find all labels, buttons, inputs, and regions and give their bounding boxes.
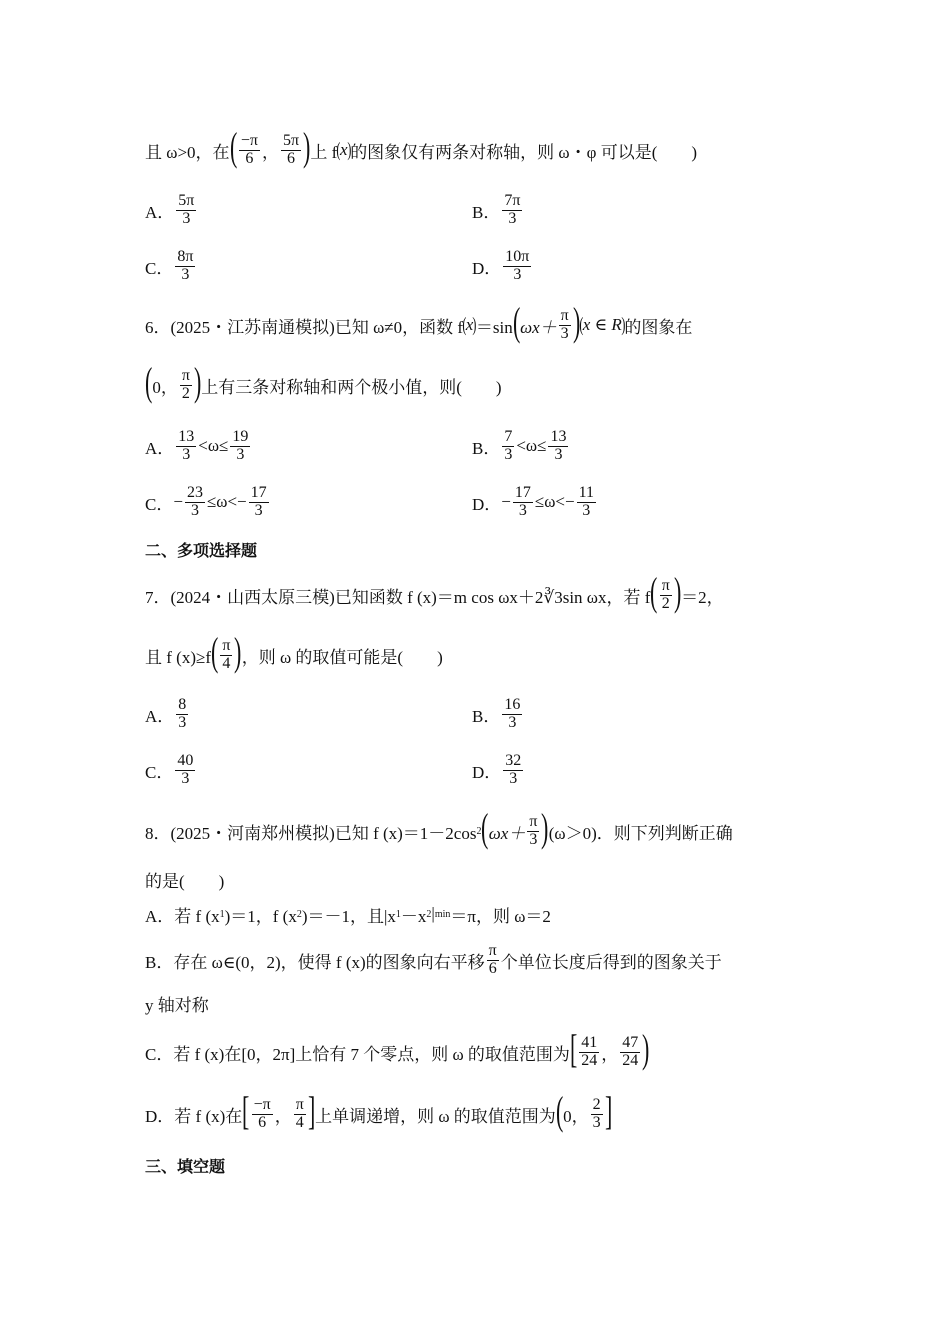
q6-zero: 0， <box>152 377 178 397</box>
q8-option-a[interactable] <box>145 900 551 928</box>
q6-option-a[interactable] <box>145 424 252 468</box>
fraction: $\frac{\pi}{4}$ <box>222 636 231 672</box>
text: y 轴对称 <box>145 995 209 1015</box>
fraction: $\frac{2}{3}$ <box>592 1095 601 1131</box>
option-label: D． <box>472 762 502 782</box>
q5-text: 上 f <box>310 142 338 162</box>
q8-option-b-cont <box>145 990 209 1016</box>
text: 0， <box>563 1106 589 1126</box>
q7-option-d[interactable] <box>472 748 525 792</box>
q8-stem-line-1 <box>145 805 733 854</box>
relation: ≤ω<− <box>206 492 247 511</box>
q6-stem-line-2 <box>144 359 502 408</box>
fraction: $\frac{8}{3}$ <box>178 695 187 731</box>
fraction: $\frac{\pi}{2}$ <box>181 366 190 402</box>
q6-stem-line-1 <box>145 299 693 348</box>
right-bracket: ] <box>604 1088 612 1133</box>
fraction: $\frac{10\pi}{3}$ <box>505 247 530 283</box>
fraction: $\frac{19}{3}$ <box>232 427 249 463</box>
q7-prefix: 且 f (x)≥f <box>145 647 211 667</box>
option-label: B． <box>472 438 501 458</box>
fraction: $\frac{\pi}{2}$ <box>661 576 670 612</box>
text: 个单位长度后得到的图象关于 <box>500 952 722 972</box>
q7-suffix: ＝2， <box>681 587 724 607</box>
fraction: $\frac{-\pi}{6}$ <box>253 1095 271 1131</box>
text: －x <box>400 906 427 926</box>
superscript: 2 <box>476 825 482 837</box>
q8-option-c[interactable] <box>145 1028 650 1076</box>
q6-suffix: 上有三条对称轴和两个极小值，则( ) <box>201 377 502 397</box>
fraction: $\frac{17}{3}$ <box>514 483 531 519</box>
text: )＝1，f (x <box>224 906 297 926</box>
left-paren: ( <box>650 569 658 614</box>
q6-option-b[interactable] <box>472 424 570 468</box>
q7-suffix: ，则 ω 的取值可能是( ) <box>241 647 443 667</box>
fraction: $\frac{17}{3}$ <box>250 483 267 519</box>
fraction: $\frac{13}{3}$ <box>550 427 567 463</box>
left-paren: ( <box>555 1088 564 1133</box>
q6-option-c[interactable] <box>145 480 271 524</box>
right-paren: ) <box>642 1026 650 1071</box>
q5-option-d[interactable] <box>472 244 533 288</box>
q7-stem-line-2 <box>145 629 443 678</box>
q5-stem-line <box>145 124 698 172</box>
fraction: $\frac{\pi}{4}$ <box>295 1095 304 1131</box>
text: C．若 f (x)在[0，2π]上恰有 7 个零点，则 ω 的取值范围为 <box>145 1044 570 1064</box>
sign: − <box>173 492 183 511</box>
fraction: $\frac{32}{3}$ <box>505 751 522 787</box>
sign: − <box>501 492 511 511</box>
q6-suffix: 的图象在 <box>624 317 693 337</box>
option-label: C． <box>145 258 174 278</box>
fraction: $\frac{7\pi}{3}$ <box>504 191 521 227</box>
left-paren: ( <box>336 138 341 161</box>
left-bracket: [ <box>569 1026 578 1071</box>
subscript: 2 <box>426 908 432 920</box>
fraction: $\frac{5\pi}{6}$ <box>282 131 300 167</box>
q7-option-c[interactable] <box>145 748 197 792</box>
q8-suffix: (ω＞0)．则下列判断正确 <box>548 823 733 843</box>
section-heading-multiple-choice: 二、多项选择题 <box>145 540 258 560</box>
option-label: A． <box>145 202 175 222</box>
option-label: A． <box>145 438 175 458</box>
text: B．存在 ω∈(0，2)，使得 f (x)的图象向右平移 <box>145 952 485 972</box>
relation: ≤ω<− <box>534 492 575 511</box>
right-paren: ) <box>673 569 682 614</box>
q5-option-a[interactable] <box>145 188 198 232</box>
q8-inner: ωx＋ <box>488 823 526 843</box>
q5-option-b[interactable] <box>472 188 524 232</box>
q6-domain: x ∈ R <box>582 315 622 334</box>
right-paren: ) <box>346 138 351 161</box>
option-label: B． <box>472 202 501 222</box>
option-label: D． <box>472 258 502 278</box>
text: A．若 f (x <box>145 906 220 926</box>
section-heading-fill-in: 三、填空题 <box>145 1156 226 1176</box>
fraction: $\frac{-\pi}{6}$ <box>240 131 258 167</box>
text: | <box>431 904 435 923</box>
left-paren: ( <box>229 124 237 169</box>
q6-eq: ＝sin <box>475 317 513 337</box>
q6-option-d[interactable] <box>472 480 598 524</box>
right-paren: ) <box>541 805 549 850</box>
relation: <ω≤ <box>198 436 229 455</box>
q7-prefix: 7．(2024・山西太原三模)已知函数 f (x)＝m cos ωx＋2∛3sin ωx，若 f <box>145 587 651 607</box>
var-x: x <box>339 140 348 159</box>
separator: ， <box>261 142 279 162</box>
text: D．若 f (x)在 <box>145 1106 243 1126</box>
q8-option-d[interactable] <box>145 1090 612 1138</box>
left-paren: ( <box>481 805 489 850</box>
separator: ， <box>274 1106 292 1126</box>
q6-prefix: 6．(2025・江苏南通模拟)已知 ω≠0，函数 f <box>145 317 464 337</box>
subscript: min <box>434 908 451 920</box>
q7-option-a[interactable] <box>145 692 190 736</box>
left-paren: ( <box>579 313 584 336</box>
fraction: $\frac{47}{24}$ <box>622 1033 639 1069</box>
left-bracket: [ <box>242 1088 250 1133</box>
var-x: x <box>465 315 474 334</box>
right-paren: ) <box>193 359 202 404</box>
separator: ， <box>601 1044 619 1064</box>
fraction: $\frac{41}{24}$ <box>581 1033 598 1069</box>
right-paren: ) <box>303 124 311 169</box>
q7-stem-line-1 <box>145 569 724 618</box>
left-paren: ( <box>462 313 467 336</box>
q5-prefix: 且 ω>0，在 <box>145 142 230 162</box>
fraction: $\frac{\pi}{3}$ <box>529 812 538 848</box>
q8-option-b[interactable] <box>145 938 722 982</box>
q5-text: 的图象仅有两条对称轴，则 ω・φ 可以是( ) <box>350 142 698 162</box>
fraction: $\frac{16}{3}$ <box>504 695 521 731</box>
option-label: C． <box>145 494 174 514</box>
subscript: 1 <box>395 908 401 920</box>
right-paren: ) <box>234 629 242 674</box>
right-paren: ) <box>572 299 581 344</box>
q6-inner: ωx＋ <box>520 317 557 337</box>
subscript: 2 <box>296 908 302 920</box>
fraction: $\frac{\pi}{3}$ <box>560 306 569 342</box>
option-label: B． <box>472 706 501 726</box>
fraction: $\frac{\pi}{6}$ <box>488 941 497 977</box>
q5-option-c[interactable] <box>145 244 197 288</box>
left-paren: ( <box>210 629 219 674</box>
fraction: $\frac{40}{3}$ <box>177 751 194 787</box>
q7-option-b[interactable] <box>472 692 524 736</box>
option-label: C． <box>145 762 174 782</box>
q8-stem-line-2: 的是( ) <box>145 871 225 891</box>
left-paren: ( <box>512 299 521 344</box>
right-paren: ) <box>621 313 626 336</box>
left-paren: ( <box>144 359 153 404</box>
fraction: $\frac{13}{3}$ <box>178 427 195 463</box>
fraction: $\frac{23}{3}$ <box>186 483 203 519</box>
relation: <ω≤ <box>516 436 547 455</box>
fraction: $\frac{8\pi}{3}$ <box>177 247 194 283</box>
right-bracket: ] <box>307 1088 316 1133</box>
subscript: 1 <box>219 908 225 920</box>
right-paren: ) <box>472 313 477 336</box>
q8-prefix: 8．(2025・河南郑州模拟)已知 f (x)＝1－2cos <box>145 823 477 843</box>
text: ＝π，则 ω＝2 <box>450 906 551 926</box>
fraction: $\frac{5\pi}{3}$ <box>178 191 195 227</box>
option-label: D． <box>472 494 502 514</box>
option-label: A． <box>145 706 175 726</box>
text: )＝－1，且|x <box>301 906 396 926</box>
fraction: $\frac{11}{3}$ <box>578 483 594 519</box>
fraction: $\frac{7}{3}$ <box>504 427 513 463</box>
text: 上单调递增，则 ω 的取值范围为 <box>315 1106 556 1126</box>
